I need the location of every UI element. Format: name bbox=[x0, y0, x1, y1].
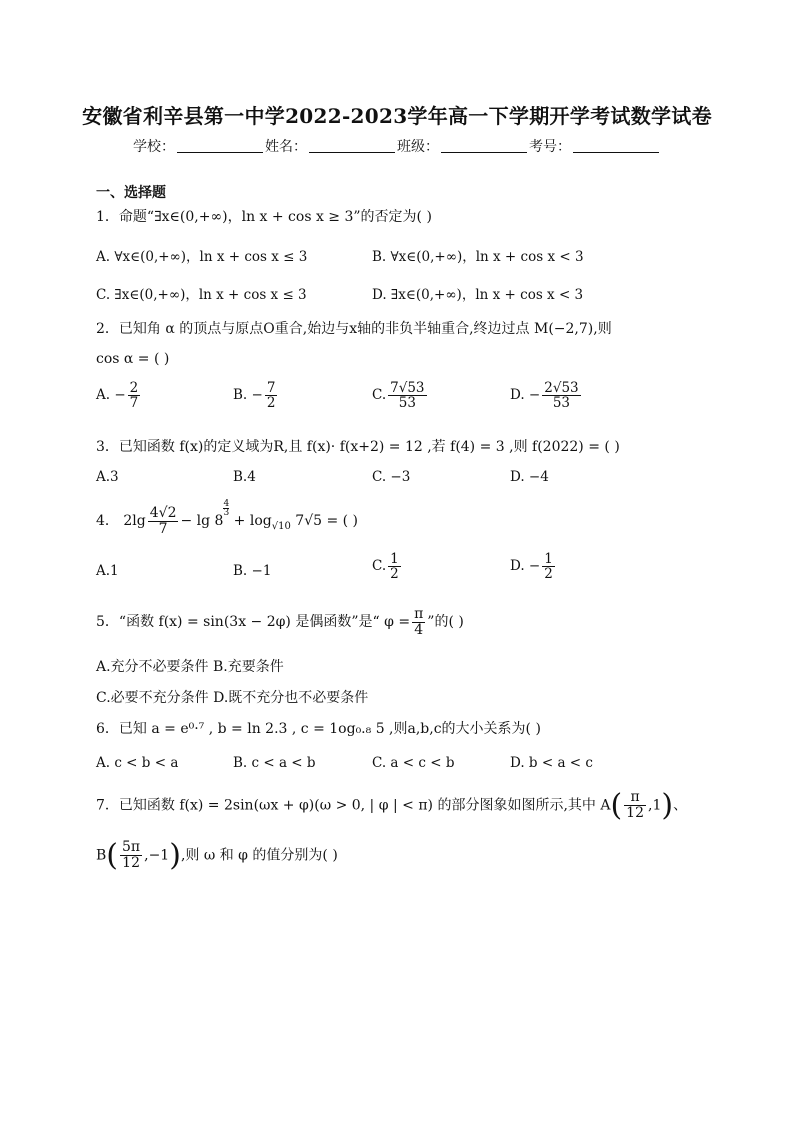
page-title: 安徽省利辛县第一中学2022-2023学年高一下学期开学考试数学试卷 bbox=[82, 104, 712, 128]
section-heading: 一、选择题 bbox=[96, 185, 166, 201]
question-6-option-a: A. c < b < a bbox=[96, 755, 179, 771]
q4-c-fraction: $\frac{1}{2}$ bbox=[390, 551, 399, 583]
question-4-option-d bbox=[510, 552, 557, 581]
q2-b-fraction: $\frac{7}{2}$ bbox=[266, 380, 276, 412]
question-4-option-c bbox=[372, 552, 403, 581]
q4-fraction: $\frac{4√2}{7}$ bbox=[149, 504, 177, 537]
q7-a-fraction: $\frac{\pi}{12}$ bbox=[626, 789, 644, 821]
question-7-stem-cont: B( $\frac{5\pi}{12}$ ,−1),则 ω 和 φ 的值分别为( ) bbox=[96, 838, 338, 873]
question-3-option-a: A.3 bbox=[96, 469, 119, 485]
class-blank[interactable] bbox=[441, 152, 527, 153]
class-label: 班级： bbox=[397, 139, 439, 155]
question-7-stem: 7．已知函数 f(x) = 2sin(ωx + φ)(ω > 0, | φ | < π) 的部分图象如图所示,其中 A( $\frac{\pi}{12}$ ,1)、 bbox=[96, 788, 688, 823]
q5-fraction: $\frac{\pi}{4}$ bbox=[414, 606, 424, 638]
question-1-option-a: A. ∀x∈(0,+∞)，ln x + cos x ≤ 3 bbox=[96, 249, 308, 265]
q4-part2: − lg 8 bbox=[180, 513, 224, 530]
question-2-stem: 2．已知角 α 的顶点与原点O重合,始边与x轴的非负半轴重合,终边过点 M(−2,7),则 bbox=[96, 321, 612, 337]
school-label: 学校： bbox=[133, 139, 175, 155]
question-3-option-d: D. −4 bbox=[510, 469, 549, 485]
q5-stem-b: ”的( ) bbox=[427, 614, 464, 631]
q4-exponent: 4 3 bbox=[223, 499, 230, 519]
q7-stem-b: ,则 ω 和 φ 的值分别为( ) bbox=[180, 847, 338, 864]
q2-a-label: A. − bbox=[96, 387, 126, 404]
question-2-option-b bbox=[233, 381, 279, 410]
question-5-options-ab: A.充分不必要条件 B.充要条件 bbox=[96, 659, 284, 675]
q4-part3: + log bbox=[233, 513, 272, 530]
q4-c-label: C. bbox=[372, 558, 387, 575]
question-3-stem: 3．已知函数 f(x)的定义域为R,且 f(x)· f(x+2) = 12 ,若 f(4) = 3 ,则 f(2022) = ( ) bbox=[96, 439, 620, 455]
q7-stem-a: 7．已知函数 f(x) = 2sin(ωx + φ)(ω > 0, | φ | < π) 的部分图象如图所示,其中 A bbox=[96, 797, 611, 814]
question-6-option-c: C. a < c < b bbox=[372, 755, 455, 771]
name-blank[interactable] bbox=[309, 152, 395, 153]
question-6-option-b: B. c < a < b bbox=[233, 755, 316, 771]
number-blank[interactable] bbox=[573, 152, 659, 153]
name-label: 姓名： bbox=[265, 139, 307, 155]
question-3-option-b: B.4 bbox=[233, 469, 256, 485]
question-3-option-c: C. −3 bbox=[372, 469, 411, 485]
q2-d-fraction: $\frac{2√53}{53}$ bbox=[544, 380, 579, 412]
school-blank[interactable] bbox=[177, 152, 263, 153]
student-info-line bbox=[0, 136, 794, 156]
q4-number: 4． bbox=[96, 513, 119, 530]
q2-a-fraction: $\frac{2}{7}$ bbox=[129, 380, 139, 412]
q2-d-label: D. − bbox=[510, 387, 541, 404]
question-2-option-d bbox=[510, 381, 583, 410]
q4-d-label: D. − bbox=[510, 558, 541, 575]
question-4-option-a: A.1 bbox=[96, 563, 119, 579]
q7-b-fraction: $\frac{5\pi}{12}$ bbox=[122, 839, 141, 871]
number-label: 考号： bbox=[529, 139, 571, 155]
question-2-option-a bbox=[96, 381, 142, 410]
q4-log-base: √10 bbox=[271, 520, 291, 532]
question-4-option-b: B. −1 bbox=[233, 563, 272, 579]
question-1-option-d: D. ∃x∈(0,+∞)，ln x + cos x < 3 bbox=[372, 287, 584, 303]
question-1-stem: 1．命题“∃x∈(0,+∞)，ln x + cos x ≥ 3”的否定为( ) bbox=[96, 209, 432, 225]
q7-a-tail: ,1 bbox=[648, 797, 662, 814]
q4-part4: 7√5 = ( ) bbox=[295, 513, 359, 530]
question-5-options-cd: C.必要不充分条件 D.既不充分也不必要条件 bbox=[96, 690, 369, 706]
q7-stem-tail: 、 bbox=[673, 797, 688, 814]
q7-b-label: B bbox=[96, 847, 107, 864]
question-2-stem-cont: cos α = ( ) bbox=[96, 351, 170, 367]
question-5-stem bbox=[96, 607, 464, 637]
q2-b-label: B. − bbox=[233, 387, 263, 404]
q7-b-tail: ,−1 bbox=[144, 847, 170, 864]
question-1-option-b: B. ∀x∈(0,+∞)，ln x + cos x < 3 bbox=[372, 249, 584, 265]
question-6-stem: 6．已知 a = e⁰·⁷ , b = ln 2.3 , c = 1og₀.₈ 5 ,则a,b,c的大小关系为( ) bbox=[96, 721, 541, 737]
question-1-option-c: C. ∃x∈(0,+∞)，ln x + cos x ≤ 3 bbox=[96, 287, 307, 303]
question-6-option-d: D. b < a < c bbox=[510, 755, 593, 771]
question-2-option-c bbox=[372, 381, 429, 410]
q4-part1: 2lg bbox=[123, 513, 146, 530]
q4-d-fraction: $\frac{1}{2}$ bbox=[544, 551, 553, 583]
q2-c-fraction: $\frac{7√53}{53}$ bbox=[390, 380, 425, 412]
question-4-stem bbox=[96, 500, 358, 536]
q5-stem-a: 5．“函数 f(x) = sin(3x − 2φ) 是偶函数”是“ φ = bbox=[96, 614, 411, 631]
q2-c-label: C. bbox=[372, 387, 387, 404]
